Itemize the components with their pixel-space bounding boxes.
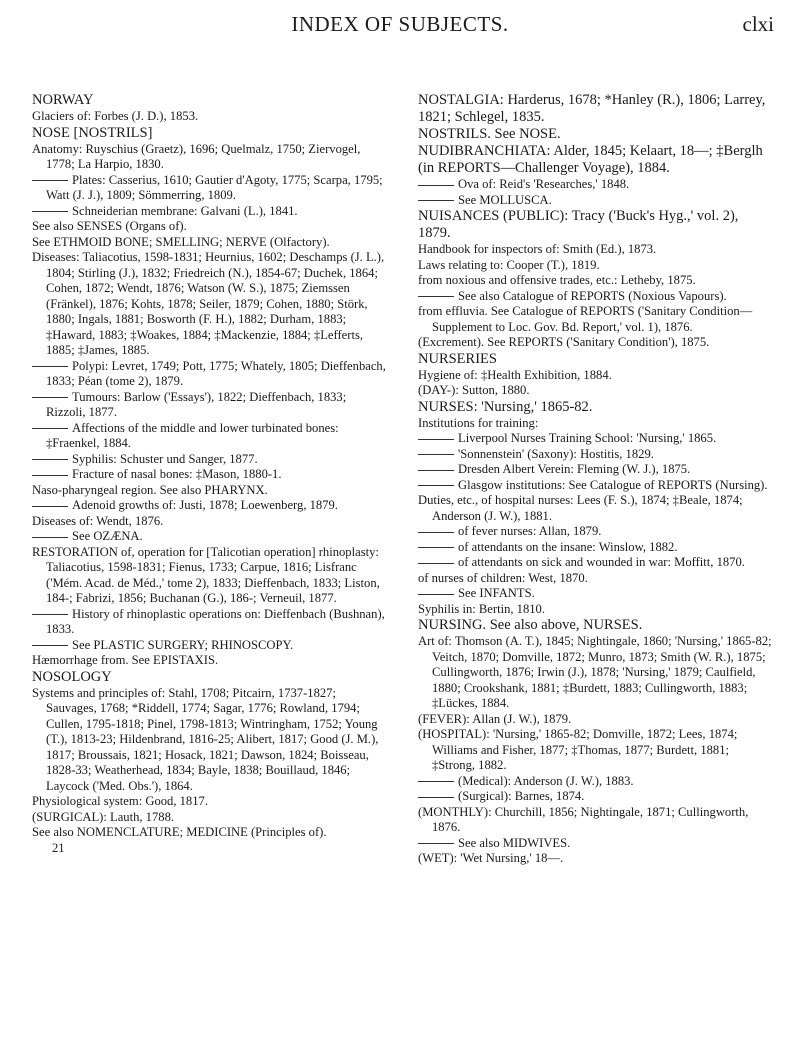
entry-text: (FEVER): Allan (J. W.), 1879.	[418, 711, 572, 726]
ditto-dash	[32, 180, 68, 181]
entry-text: Adenoid growths of: Justi, 1878; Loewenberg, 1879.	[72, 498, 338, 512]
page-number: clxi	[742, 12, 774, 36]
index-entry	[418, 805, 772, 836]
entry-text: Duties, etc., of hospital nurses: Lees (F. S.), 1874; ‡Beale, 1874; Anderson (J. W.), 1881.	[418, 493, 743, 523]
index-entry	[32, 483, 386, 499]
ditto-dash	[418, 454, 454, 455]
index-subentry	[32, 204, 386, 220]
entry-text: Anatomy: Ruyschius (Graetz), 1696; Quelmalz, 1750; Ziervogel, 1778; La Harpio, 1830.	[32, 141, 361, 171]
index-entry	[418, 273, 772, 289]
index-subentry	[32, 638, 386, 654]
entry-text: See MOLLUSCA.	[458, 192, 552, 207]
entry-text: See also Catalogue of REPORTS (Noxious Vapours).	[458, 288, 727, 303]
index-subentry	[32, 452, 386, 468]
entry-text: NORWAY	[32, 92, 94, 108]
index-entry	[418, 335, 772, 351]
entry-text: (Surgical): Barnes, 1874.	[458, 789, 585, 803]
entry-text: Polypi: Levret, 1749; Pott, 1775; Whately, 1805; Dieffenbach, 1833; Péan (tome 2), 1879.	[46, 358, 386, 388]
ditto-dash	[32, 397, 68, 398]
index-subentry	[32, 390, 386, 421]
ditto-dash	[32, 506, 68, 507]
index-heading	[418, 92, 772, 126]
entry-text: See OZÆNA.	[72, 529, 143, 543]
index-entry	[418, 602, 772, 618]
index-heading	[418, 351, 772, 368]
entry-text: Affections of the middle and lower turbinated bones: ‡Fraenkel, 1884.	[46, 420, 339, 450]
entry-text: Institutions for training:	[418, 415, 539, 430]
index-entry	[418, 634, 772, 712]
ditto-dash	[32, 366, 68, 367]
entry-text: Glasgow institutions: See Catalogue of REPORTS (Nursing).	[458, 477, 768, 492]
index-entry	[418, 258, 772, 274]
entry-text: (HOSPITAL): 'Nursing,' 1865-82; Domville, 1872; Lees, 1874; Williams and Fisher, 1877; ‡Thomas, 1877; Burdett, 1881; ‡Strong, 1882.	[418, 727, 738, 772]
index-heading	[418, 399, 772, 416]
index-subentry	[418, 789, 772, 805]
index-entry	[32, 545, 386, 607]
right-column	[418, 92, 772, 867]
index-subentry	[32, 607, 386, 638]
ditto-dash	[32, 537, 68, 538]
entry-text: Systems and principles of: Stahl, 1708; Pitcairn, 1737-1827; Sauvages, 1768; *Riddell, 1774; Sagar, 1776; Rowland, 1794; Cullen, 1795-1818; Pinel, 1798-1813; Wintringham, 1752; Young (T.), 1813-23; Hildenbrand, 1816-25; Alibert, 1817; Good (J. M.), 1817; Broussais, 1821; Hosack, 1821; Dawson, 1824; Boisseau, 1828-33; Weatherhead, 1834; Bayle, 1838; Bouillaud, 1846; Laycock ('Med. Obs.'), 1864.	[32, 685, 379, 793]
index-subentry	[418, 289, 772, 305]
entry-text: Hæmorrhage from. See EPISTAXIS.	[32, 653, 219, 667]
index-entry	[32, 825, 386, 841]
index-entry	[418, 727, 772, 774]
index-subentry	[418, 836, 772, 852]
ditto-dash	[418, 485, 454, 486]
index-subentry	[418, 540, 772, 556]
index-entry	[32, 219, 386, 235]
entry-text: 'Sonnenstein' (Saxony): Hostitis, 1829.	[458, 446, 654, 461]
entry-text: See PLASTIC SURGERY; RHINOSCOPY.	[72, 637, 294, 652]
index-heading	[418, 617, 772, 634]
entry-text: See also SENSES (Organs of).	[32, 219, 187, 233]
entry-text: Naso-pharyngeal region. See also PHARYNX.	[32, 482, 268, 497]
entry-text: NOSTRILS. See NOSE.	[418, 126, 561, 142]
index-entry	[418, 712, 772, 728]
entry-text: from noxious and offensive trades, etc.: Letheby, 1875.	[418, 273, 696, 287]
index-entry	[32, 810, 386, 826]
entry-text: See ETHMOID BONE; SMELLING; NERVE (Olfactory).	[32, 234, 330, 249]
entry-text: (WET): 'Wet Nursing,' 18—.	[418, 851, 564, 865]
index-subentry	[418, 193, 772, 209]
entry-text: (SURGICAL): Lauth, 1788.	[32, 809, 175, 824]
index-heading	[32, 92, 386, 109]
page-title: INDEX OF SUBJECTS.	[291, 12, 509, 36]
entry-text: NUISANCES (PUBLIC): Tracy ('Buck's Hyg.,' vol. 2), 1879.	[418, 208, 739, 241]
entry-text: Glaciers of: Forbes (J. D.), 1853.	[32, 109, 199, 123]
entry-text: Syphilis: Schuster und Sanger, 1877.	[72, 451, 258, 466]
index-entry	[418, 242, 772, 258]
entry-text: Dresden Albert Verein: Fleming (W. J.), 1875.	[458, 462, 691, 476]
entry-text: Laws relating to: Cooper (T.), 1819.	[418, 257, 600, 272]
index-subentry	[32, 498, 386, 514]
index-entry	[418, 368, 772, 384]
entry-text: Syphilis in: Bertin, 1810.	[418, 601, 545, 616]
index-entry	[32, 142, 386, 173]
ditto-dash	[32, 645, 68, 646]
index-subentry	[418, 431, 772, 447]
entry-text: NURSING. See also above, NURSES.	[418, 617, 643, 633]
ditto-dash	[418, 470, 454, 471]
index-subentry	[418, 774, 772, 790]
index-subentry	[32, 173, 386, 204]
entry-text: Fracture of nasal bones: ‡Mason, 1880-1.	[72, 467, 282, 481]
ditto-dash	[32, 475, 68, 476]
index-entry	[32, 235, 386, 251]
entry-text: See also NOMENCLATURE; MEDICINE (Principles of).	[32, 825, 327, 839]
entry-text: See INFANTS.	[458, 586, 535, 600]
entry-text: (Medical): Anderson (J. W.), 1883.	[458, 773, 634, 788]
entry-text: Plates: Casserius, 1610; Gautier d'Agoty, 1775; Scarpa, 1795; Watt (J. J.), 1809; Sömmerring, 1809.	[46, 172, 383, 202]
entry-text: NOSOLOGY	[32, 668, 112, 685]
index-subentry	[32, 529, 386, 545]
index-entry	[32, 514, 386, 530]
index-subentry	[418, 447, 772, 463]
index-entry	[418, 304, 772, 335]
running-head	[0, 8, 800, 42]
entry-text: NOSTALGIA: Harderus, 1678; *Hanley (R.), 1806; Larrey, 1821; Schlegel, 1835.	[418, 92, 766, 125]
index-entry	[418, 493, 772, 524]
signature-mark: 21	[52, 840, 65, 855]
entry-text: Hygiene of: ‡Health Exhibition, 1884.	[418, 367, 612, 382]
ditto-dash	[418, 439, 454, 440]
entry-text: Physiological system: Good, 1817.	[32, 794, 208, 808]
index-entry	[32, 109, 386, 125]
index-entry	[32, 250, 386, 359]
entry-text: Handbook for inspectors of: Smith (Ed.), 1873.	[418, 242, 657, 256]
ditto-dash	[418, 781, 454, 782]
index-entry	[32, 686, 386, 795]
left-column	[32, 92, 386, 856]
index-subentry	[418, 462, 772, 478]
entry-text: Diseases of: Wendt, 1876.	[32, 513, 164, 528]
entry-text: of fever nurses: Allan, 1879.	[458, 524, 602, 538]
ditto-dash	[418, 532, 454, 533]
ditto-dash	[418, 563, 454, 564]
ditto-dash	[418, 296, 454, 297]
index-subentry	[418, 478, 772, 494]
index-entry	[32, 653, 386, 669]
entry-text: Ova of: Reid's 'Researches,' 1848.	[458, 177, 630, 191]
index-heading	[32, 669, 386, 686]
index-subentry	[32, 359, 386, 390]
entry-text: of attendants on the insane: Winslow, 1882.	[458, 539, 678, 554]
index-heading	[418, 126, 772, 143]
ditto-dash	[32, 459, 68, 460]
ditto-dash	[418, 843, 454, 844]
entry-text: History of rhinoplastic operations on: Dieffenbach (Bushnan), 1833.	[46, 606, 385, 636]
entry-text: Schneiderian membrane: Galvani (L.), 1841.	[72, 203, 298, 218]
entry-text: Tumours: Barlow ('Essays'), 1822; Dieffenbach, 1833; Rizzoli, 1877.	[46, 389, 347, 419]
ditto-dash	[418, 797, 454, 798]
entry-text: (MONTHLY): Churchill, 1856; Nightingale, 1871; Cullingworth, 1876.	[418, 804, 749, 834]
entry-text: of attendants on sick and wounded in war: Moffitt, 1870.	[458, 555, 745, 569]
entry-text: (DAY-): Sutton, 1880.	[418, 383, 530, 397]
ditto-dash	[418, 185, 454, 186]
index-entry	[418, 416, 772, 432]
index-entry	[32, 794, 386, 810]
index-heading	[418, 208, 772, 242]
index-subentry	[418, 586, 772, 602]
entry-text: NURSES: 'Nursing,' 1865-82.	[418, 398, 593, 415]
index-entry	[418, 851, 772, 867]
index-heading	[32, 125, 386, 142]
index-entry	[418, 571, 772, 587]
entry-text: (Excrement). See REPORTS ('Sanitary Condition'), 1875.	[418, 335, 710, 349]
entry-text: Liverpool Nurses Training School: 'Nursing,' 1865.	[458, 431, 717, 445]
entry-text: RESTORATION of, operation for [Talicotian operation] rhinoplasty: Taliacotius, 1598-1831; Fienus, 1733; Carpue, 1816; Lisfranc ('Mém. Acad. de Méd.,' tome 2), 1833; Dieffenbach, 1833; Liston, 184-; Fabrizi, 1856; Buchanan (G.), 186-; Verneuil, 1877.	[32, 544, 380, 605]
entry-text: from effluvia. See Catalogue of REPORTS ('Sanitary Condition—Supplement to Loc. Gov. Bd. Report,' vol. 1), 1876.	[418, 304, 753, 334]
index-subentry	[32, 467, 386, 483]
entry-text: See also MIDWIVES.	[458, 835, 571, 850]
index-subentry	[418, 555, 772, 571]
entry-text: of nurses of children: West, 1870.	[418, 570, 588, 585]
entry-text: NOSE [NOSTRILS]	[32, 124, 153, 141]
index-subentry	[418, 524, 772, 540]
index-heading	[418, 143, 772, 177]
index-entry	[418, 383, 772, 399]
entry-text: NUDIBRANCHIATA: Alder, 1845; Kelaart, 18—; ‡Berglh (in REPORTS—Challenger Voyage), 1884.	[418, 143, 763, 176]
ditto-dash	[418, 547, 454, 548]
ditto-dash	[32, 211, 68, 212]
index-subentry	[418, 177, 772, 193]
entry-text: NURSERIES	[418, 350, 497, 367]
ditto-dash	[418, 200, 454, 201]
entry-text: Diseases: Taliacotius, 1598-1831; Heurnius, 1602; Deschamps (J. L.), 1804; Stirling (J.), 1832; Friedreich (N.), 1854-67; Duchek, 1864; Cohen, 1872; Wendt, 1876; Watson (W. S.), 1875; Ziemssen (Fränkel), 1876; Kohts, 1878; Seiler, 1879; Cohen, 1880; Störk, 1880; Ingals, 1881; Bosworth (F. H.), 1882; Durham, 1883; ‡Haward, 1883; ‡Woakes, 1884; ‡Mackenzie, 1884; ‡Lefferts, 1885; ‡James, 1885.	[32, 250, 385, 357]
ditto-dash	[418, 594, 454, 595]
entry-text: Art of: Thomson (A. T.), 1845; Nightingale, 1860; 'Nursing,' 1865-82; Veitch, 1870; Domville, 1872; Munro, 1873; Smith (W. R.), 1875; Cullingworth, 1876; Irwin (J.), 1878; 'Nursing,' 1879; Caulfield, 1880; Crookshank, 1881; ‡Burdett, 1883; Cullingworth, 1883; ‡Lückes, 1884.	[418, 634, 772, 710]
ditto-dash	[32, 614, 68, 615]
index-subentry	[32, 421, 386, 452]
ditto-dash	[32, 428, 68, 429]
